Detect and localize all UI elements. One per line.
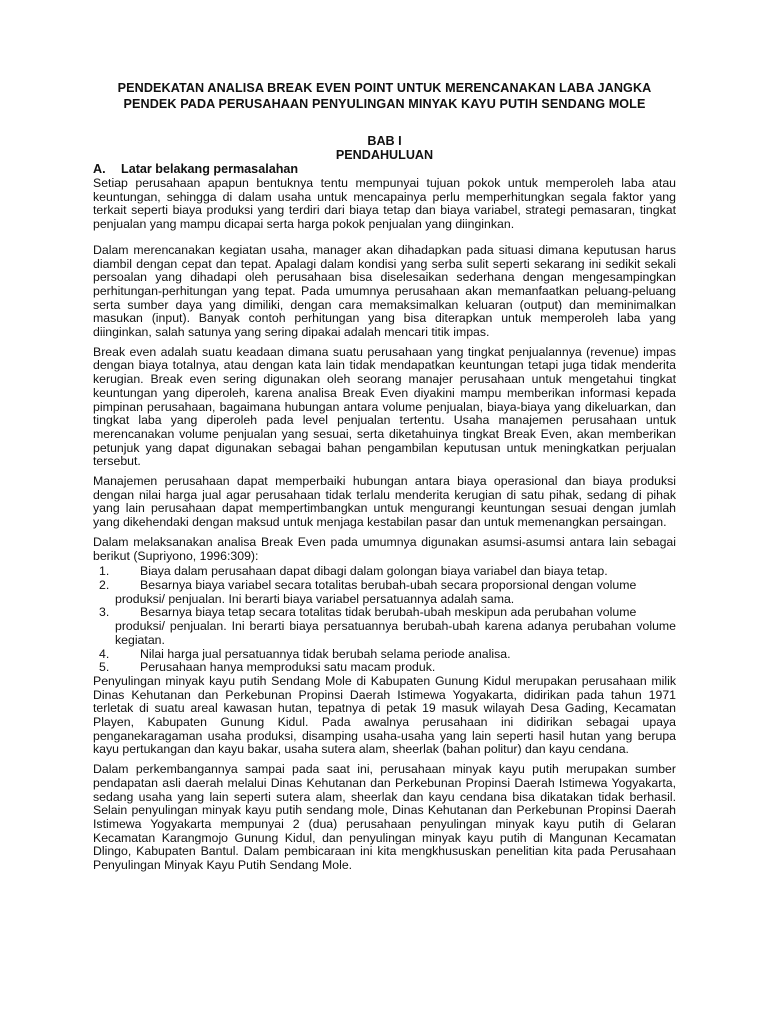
chapter-title: PENDAHULUAN xyxy=(335,148,434,162)
list-text: Nilai harga jual persatuannya tidak berubah selama periode analisa. xyxy=(140,646,511,661)
paragraph: Dalam perkembangannya sampai pada saat ini, perusahaan minyak kayu putih merupakan sumber pendapatan asli daerah melalui Dinas Kehutanan dan Perkebunan Propinsi Daerah Istimewa Yogyakarta, sedang usaha yang lain seperti sutera alam, sheerlak dan kayu cendana bisa dikatakan tidak berhasil. Selain penyulingan minyak kayu putih sendang mole, Dinas Kehutanan dan Perkebunan Propinsi Daerah Istimewa Yogyakarta mempunyai 2 (dua) perusahaan penyulingan minyak kayu putih di Gelaran Kecamatan Karangmojo Gunung Kidul, dan penyulingan minyak kayu putih di Mangunan Kecamatan Dlingo, Kabupaten Bantul. Dalam pembicaraan ini kita mengkhususkan penelitian kita pada Perusahaan Penyulingan Minyak Kayu Putih Sendang Mole. xyxy=(93,762,676,873)
chapter-number: BAB I xyxy=(367,134,402,148)
paragraph: Break even adalah suatu keadaan dimana suatu perusahaan yang tingkat penjualannya (revenue) impas dengan biaya totalnya, atau dengan kata lain tidak mendapatkan keuntungan tetapi juga tidak menderita kerugian. Break even sering digunakan oleh seorang manajer perusahaan untuk mengetahui tingkat keuntungan yang diperoleh, karena analisa Break Even diyakini mampu memberikan informasi kepada pimpinan perusahaan, bagaimana hubungan antara volume penjualan, biaya-biaya yang dikeluarkan, dan tingkat laba yang diperoleh pada level penjualan tertentu. Usaha manajemen perusahaan untuk merencanakan volume penjualan yang sesuai, serta diketahuinya tingkat Break Even, akan memberikan petunjuk yang dapat digunakan sebagai bahan pengambilan keputusan untuk meningkatkan perjualan tersebut. xyxy=(93,344,676,469)
list-number: 2. xyxy=(99,577,110,592)
document-title xyxy=(93,80,676,112)
paragraph: Penyulingan minyak kayu putih Sendang Mole di Kabupaten Gunung Kidul merupakan perusahaan milik Dinas Kehutanan dan Perkebunan Propinsi Daerah Istimewa Yogyakarta, didirikan pada tahun 1971 terletak di suatu areal kawasan hutan, tepatnya di petak 19 masuk wilayah Desa Gading, Kecamatan Playen, Kabupaten Gunung Kidul. Pada awalnya perusahaan ini didirikan sebagai upaya penganekaragaman usaha produksi, disamping usaha-usaha yang lain seperti hasil hutan yang berupa kayu pertukangan dan kayu bakar, usaha sutera alam, sheerlak (bahan politur) dan kayu cendana. xyxy=(93,673,676,757)
list-text: Besarnya biaya tetap secara totalitas tidak berubah-ubah meskipun ada perubahan volume xyxy=(140,605,637,620)
paragraph: Setiap perusahaan apapun bentuknya tentu mempunyai tujuan pokok untuk memperoleh laba atau keuntungan, sehingga di dalam usaha untuk mencapainya perlu memperhitungkan segala faktor yang terkait seperti biaya produksi yang terdiri dari biaya tetap dan biaya variabel, strategi pemasaran, tingkat penjualan yang mampu dicapai serta harga pokok penjualan yang diinginkan. xyxy=(93,176,676,232)
list-number: 1. xyxy=(99,564,110,579)
section-heading xyxy=(93,162,676,177)
assumptions-list xyxy=(93,565,676,675)
title-line-1: PENDEKATAN ANALISA BREAK EVEN POINT UNTUK MERENCANAKAN LABA JANGKA xyxy=(117,81,652,95)
paragraph: Dalam merencanakan kegiatan usaha, manager akan dihadapkan pada situasi dimana keputusan harus diambil dengan cepat dan tepat. Apalagi dalam kondisi yang serba sulit seperti sekarang ini sedikit sekali persoalan yang dihadapi oleh perusahaan bisa diselesaikan sederhana dengan mengesampingkan perhitungan-perhitungan yang tepat. Pada umumnya perusahaan akan memanfaatkan peluang-peluang serta sumber daya yang dimiliki, dengan cara memaksimalkan keluaran (output) dan meminimalkan masukan (input). Banyak contoh perhitungan yang bisa diterapkan untuk memperoleh laba yang diinginkan, salah satunya yang sering dipakai adalah mencari titik impas. xyxy=(93,242,676,340)
title-line-2: PENDEK PADA PERUSAHAAN PENYULINGAN MINYAK KAYU PUTIH SENDANG MOLE xyxy=(123,97,646,111)
list-item xyxy=(93,565,676,579)
list-text: Biaya dalam perusahaan dapat dibagi dalam golongan biaya variabel dan biaya tetap. xyxy=(140,564,608,579)
section-title: Latar belakang permasalahan xyxy=(121,162,299,176)
list-item xyxy=(93,648,676,662)
list-text: Perusahaan hanya memproduksi satu macam produk. xyxy=(140,660,436,675)
list-text: Besarnya biaya variabel secara totalitas berubah-ubah secara proporsional dengan volume xyxy=(140,577,637,592)
section-letter: A. xyxy=(93,162,106,176)
list-item xyxy=(93,579,676,606)
list-number: 3. xyxy=(99,605,110,620)
list-number: 4. xyxy=(99,646,110,661)
list-item xyxy=(93,661,676,675)
paragraph: Manajemen perusahaan dapat memperbaiki hubungan antara biaya operasional dan biaya produksi dengan nilai harga jual agar perusahaan tidak terlalu menderita kerugian di satu pihak, sedang di pihak yang lain perusahaan dapat mempertimbangkan untuk mengurangi keuntungan sesuai dengan jumlah yang dikehendaki dengan maksud untuk menjaga kestabilan pasar dan untuk memenangkan persaingan. xyxy=(93,474,676,530)
paragraph: Dalam melaksanakan analisa Break Even pada umumnya digunakan asumsi-asumsi antara lain sebagai berikut (Supriyono, 1996:309): xyxy=(93,534,676,563)
list-number: 5. xyxy=(99,660,110,675)
list-item xyxy=(93,606,676,647)
list-text-continued: produksi/ penjualan. Ini berarti biaya persatuannya berubah-ubah karena adanya perubahan volume kegiatan. xyxy=(115,619,676,647)
list-text-continued: produksi/ penjualan. Ini berarti biaya variabel persatuannya adalah sama. xyxy=(115,591,515,606)
